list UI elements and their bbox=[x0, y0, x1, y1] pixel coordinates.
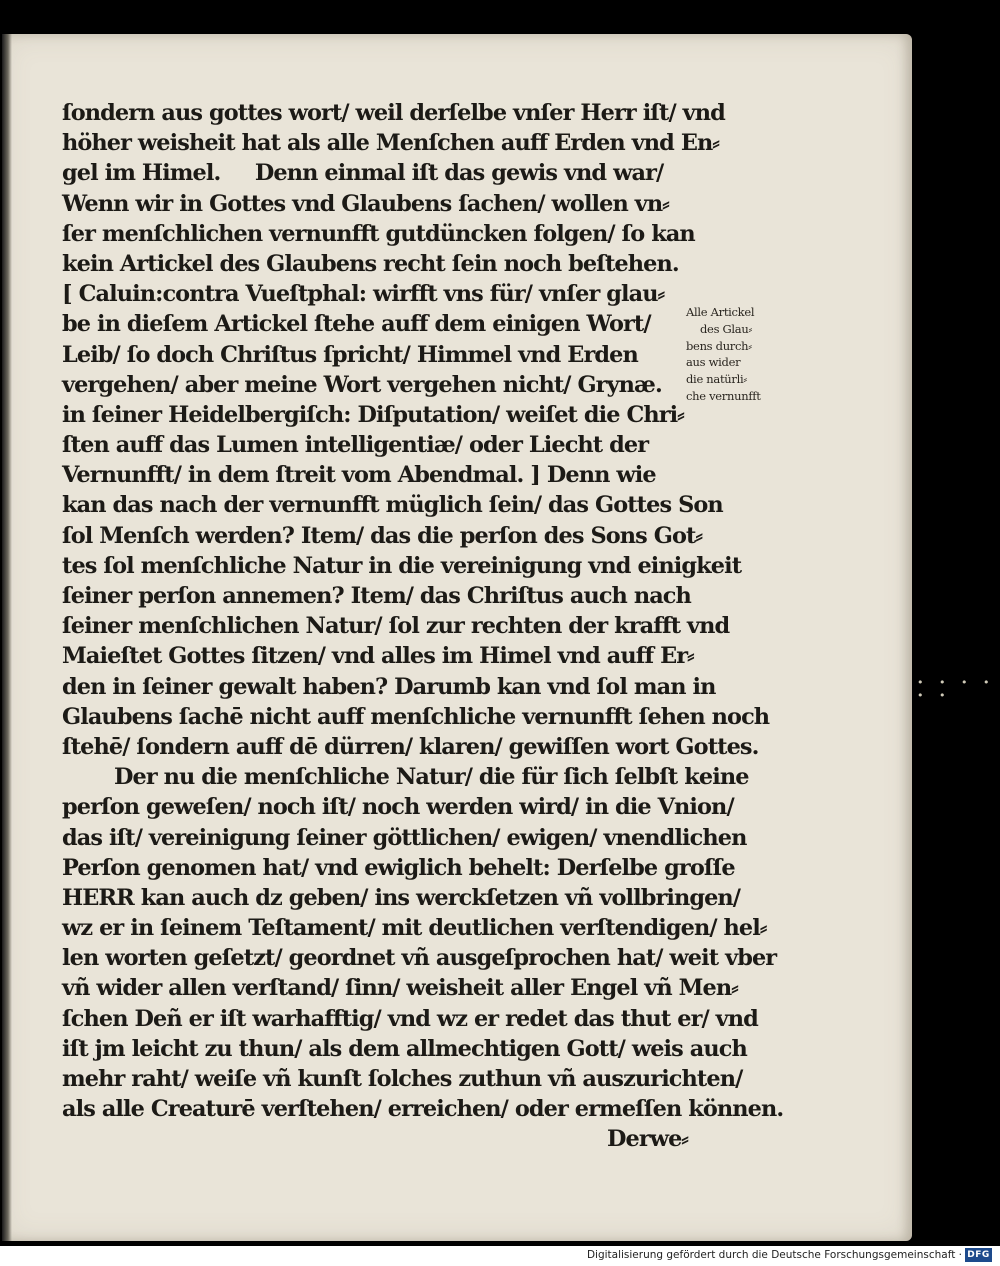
text-line: [ Caluin:contra Vueſtphal: wirfft vns für/ vnſer glau⸗ bbox=[62, 281, 665, 308]
text-line: ſer menſchlichen vernunfft gutdüncken folgen/ ſo kan bbox=[62, 220, 695, 247]
book-page bbox=[2, 34, 912, 1241]
text-line: Vernunfft/ in dem ſtreit vom Abendmal. ] Denn wie bbox=[62, 462, 656, 489]
text-line: Maieſtet Gottes ſitzen/ vnd alles im Himel vnd auff Er⸗ bbox=[62, 643, 694, 670]
text-line: ſol Menſch werden? Item/ das die perſon des Sons Got⸗ bbox=[62, 522, 703, 549]
text-line: Glaubens ſachē nicht auff menſchliche vernunfft ſehen noch bbox=[62, 703, 770, 730]
text-line: vergehen/ aber meine Wort vergehen nicht/ Grynæ. bbox=[62, 371, 662, 398]
text-line: ſtehē/ ſondern auff dē dürren/ klaren/ gewiſſen wort Gottes. bbox=[62, 733, 759, 760]
digitization-footer bbox=[0, 1246, 1000, 1266]
text-line: be in dieſem Artickel ſtehe auff dem einigen Wort/ bbox=[62, 311, 651, 338]
text-line: HERR kan auch dz geben/ ins werckſetzen vñ vollbringen/ bbox=[62, 884, 741, 911]
text-line: tes ſol menſchliche Natur in die vereinigung vnd einigkeit bbox=[62, 552, 742, 579]
text-line: ſeiner menſchlichen Natur/ ſol zur rechten der krafft vnd bbox=[62, 613, 730, 640]
text-line: den in ſeiner gewalt haben? Darumb kan vnd ſol man in bbox=[62, 673, 716, 700]
dfg-logo-icon: DFG bbox=[965, 1248, 992, 1262]
text-line: len worten geſetzt/ geordnet vñ ausgeſprochen hat/ weit vber bbox=[62, 945, 777, 972]
text-line: wz er in ſeinem Teſtament/ mit deutlichen verſtendigen/ hel⸗ bbox=[62, 915, 767, 942]
text-line: kein Artickel des Glaubens recht ſein noch beſtehen. bbox=[62, 250, 679, 277]
text-line: Leib/ ſo doch Chriſtus ſpricht/ Himmel vnd Erden bbox=[62, 341, 638, 368]
text-line: gel im Himel. Denn einmal iſt das gewis vnd war/ bbox=[62, 160, 664, 187]
text-line: als alle Creaturē verſtehen/ erreichen/ oder ermeſſen können. bbox=[62, 1096, 784, 1123]
page-edge-dots: • • • • • • bbox=[917, 676, 996, 702]
marginal-note-line: des Glau⸗ bbox=[700, 321, 752, 336]
text-line: vñ wider allen verſtand/ ſinn/ weisheit aller Engel vñ Men⸗ bbox=[62, 975, 738, 1002]
text-line: Perſon genomen hat/ vnd ewiglich behelt: Derſelbe groſſe bbox=[62, 854, 735, 881]
text-line: ſchen Deñ er iſt warhafftig/ vnd wz er redet das thut er/ vnd bbox=[62, 1005, 758, 1032]
page-spine-shadow bbox=[2, 34, 12, 1241]
footer-credit-text: Digitalisierung gefördert durch die Deutsche Forschungsgemeinschaft · bbox=[586, 1249, 962, 1261]
text-line-paragraph-start: Der nu die menſchliche Natur/ die für ſich ſelbſt keine bbox=[114, 764, 749, 791]
text-line: das iſt/ vereinigung ſeiner göttlichen/ ewigen/ vnendlichen bbox=[62, 824, 747, 851]
marginal-note-line: bens durch⸗ bbox=[686, 338, 752, 353]
text-line: perſon geweſen/ noch iſt/ noch werden wird/ in die Vnion/ bbox=[62, 794, 734, 821]
text-line: höher weisheit hat als alle Menſchen auff Erden vnd En⸗ bbox=[62, 130, 719, 157]
marginal-note bbox=[686, 304, 786, 405]
marginal-note-line: aus wider bbox=[686, 355, 741, 370]
text-line: ſten auff das Lumen intelligentiæ/ oder Liecht der bbox=[62, 432, 649, 459]
marginal-note-line: che vernunfft bbox=[686, 388, 761, 403]
text-line: kan das nach der vernunfft müglich ſein/ das Gottes Son bbox=[62, 492, 723, 519]
text-line: in ſeiner Heidelbergiſch: Diſputation/ weiſet die Chri⸗ bbox=[62, 401, 684, 428]
text-line: Wenn wir in Gottes vnd Glaubens ſachen/ wollen vn⸗ bbox=[62, 190, 669, 217]
marginal-note-line: die natürli⸗ bbox=[686, 372, 747, 387]
text-line: mehr raht/ weiſe vñ kunſt ſolches zuthun vñ auszurichten/ bbox=[62, 1066, 743, 1092]
text-line: iſt jm leicht zu thun/ als dem allmechtigen Gott/ weis auch bbox=[62, 1035, 747, 1062]
text-line: ſeiner perſon annemen? Item/ das Chriſtus auch nach bbox=[62, 583, 691, 609]
catchword: Derwe⸗ bbox=[606, 1126, 688, 1153]
marginal-note-line: Alle Artickel bbox=[686, 305, 755, 319]
text-line: ſondern aus gottes wort/ weil derſelbe vnſer Herr iſt/ vnd bbox=[62, 100, 725, 126]
